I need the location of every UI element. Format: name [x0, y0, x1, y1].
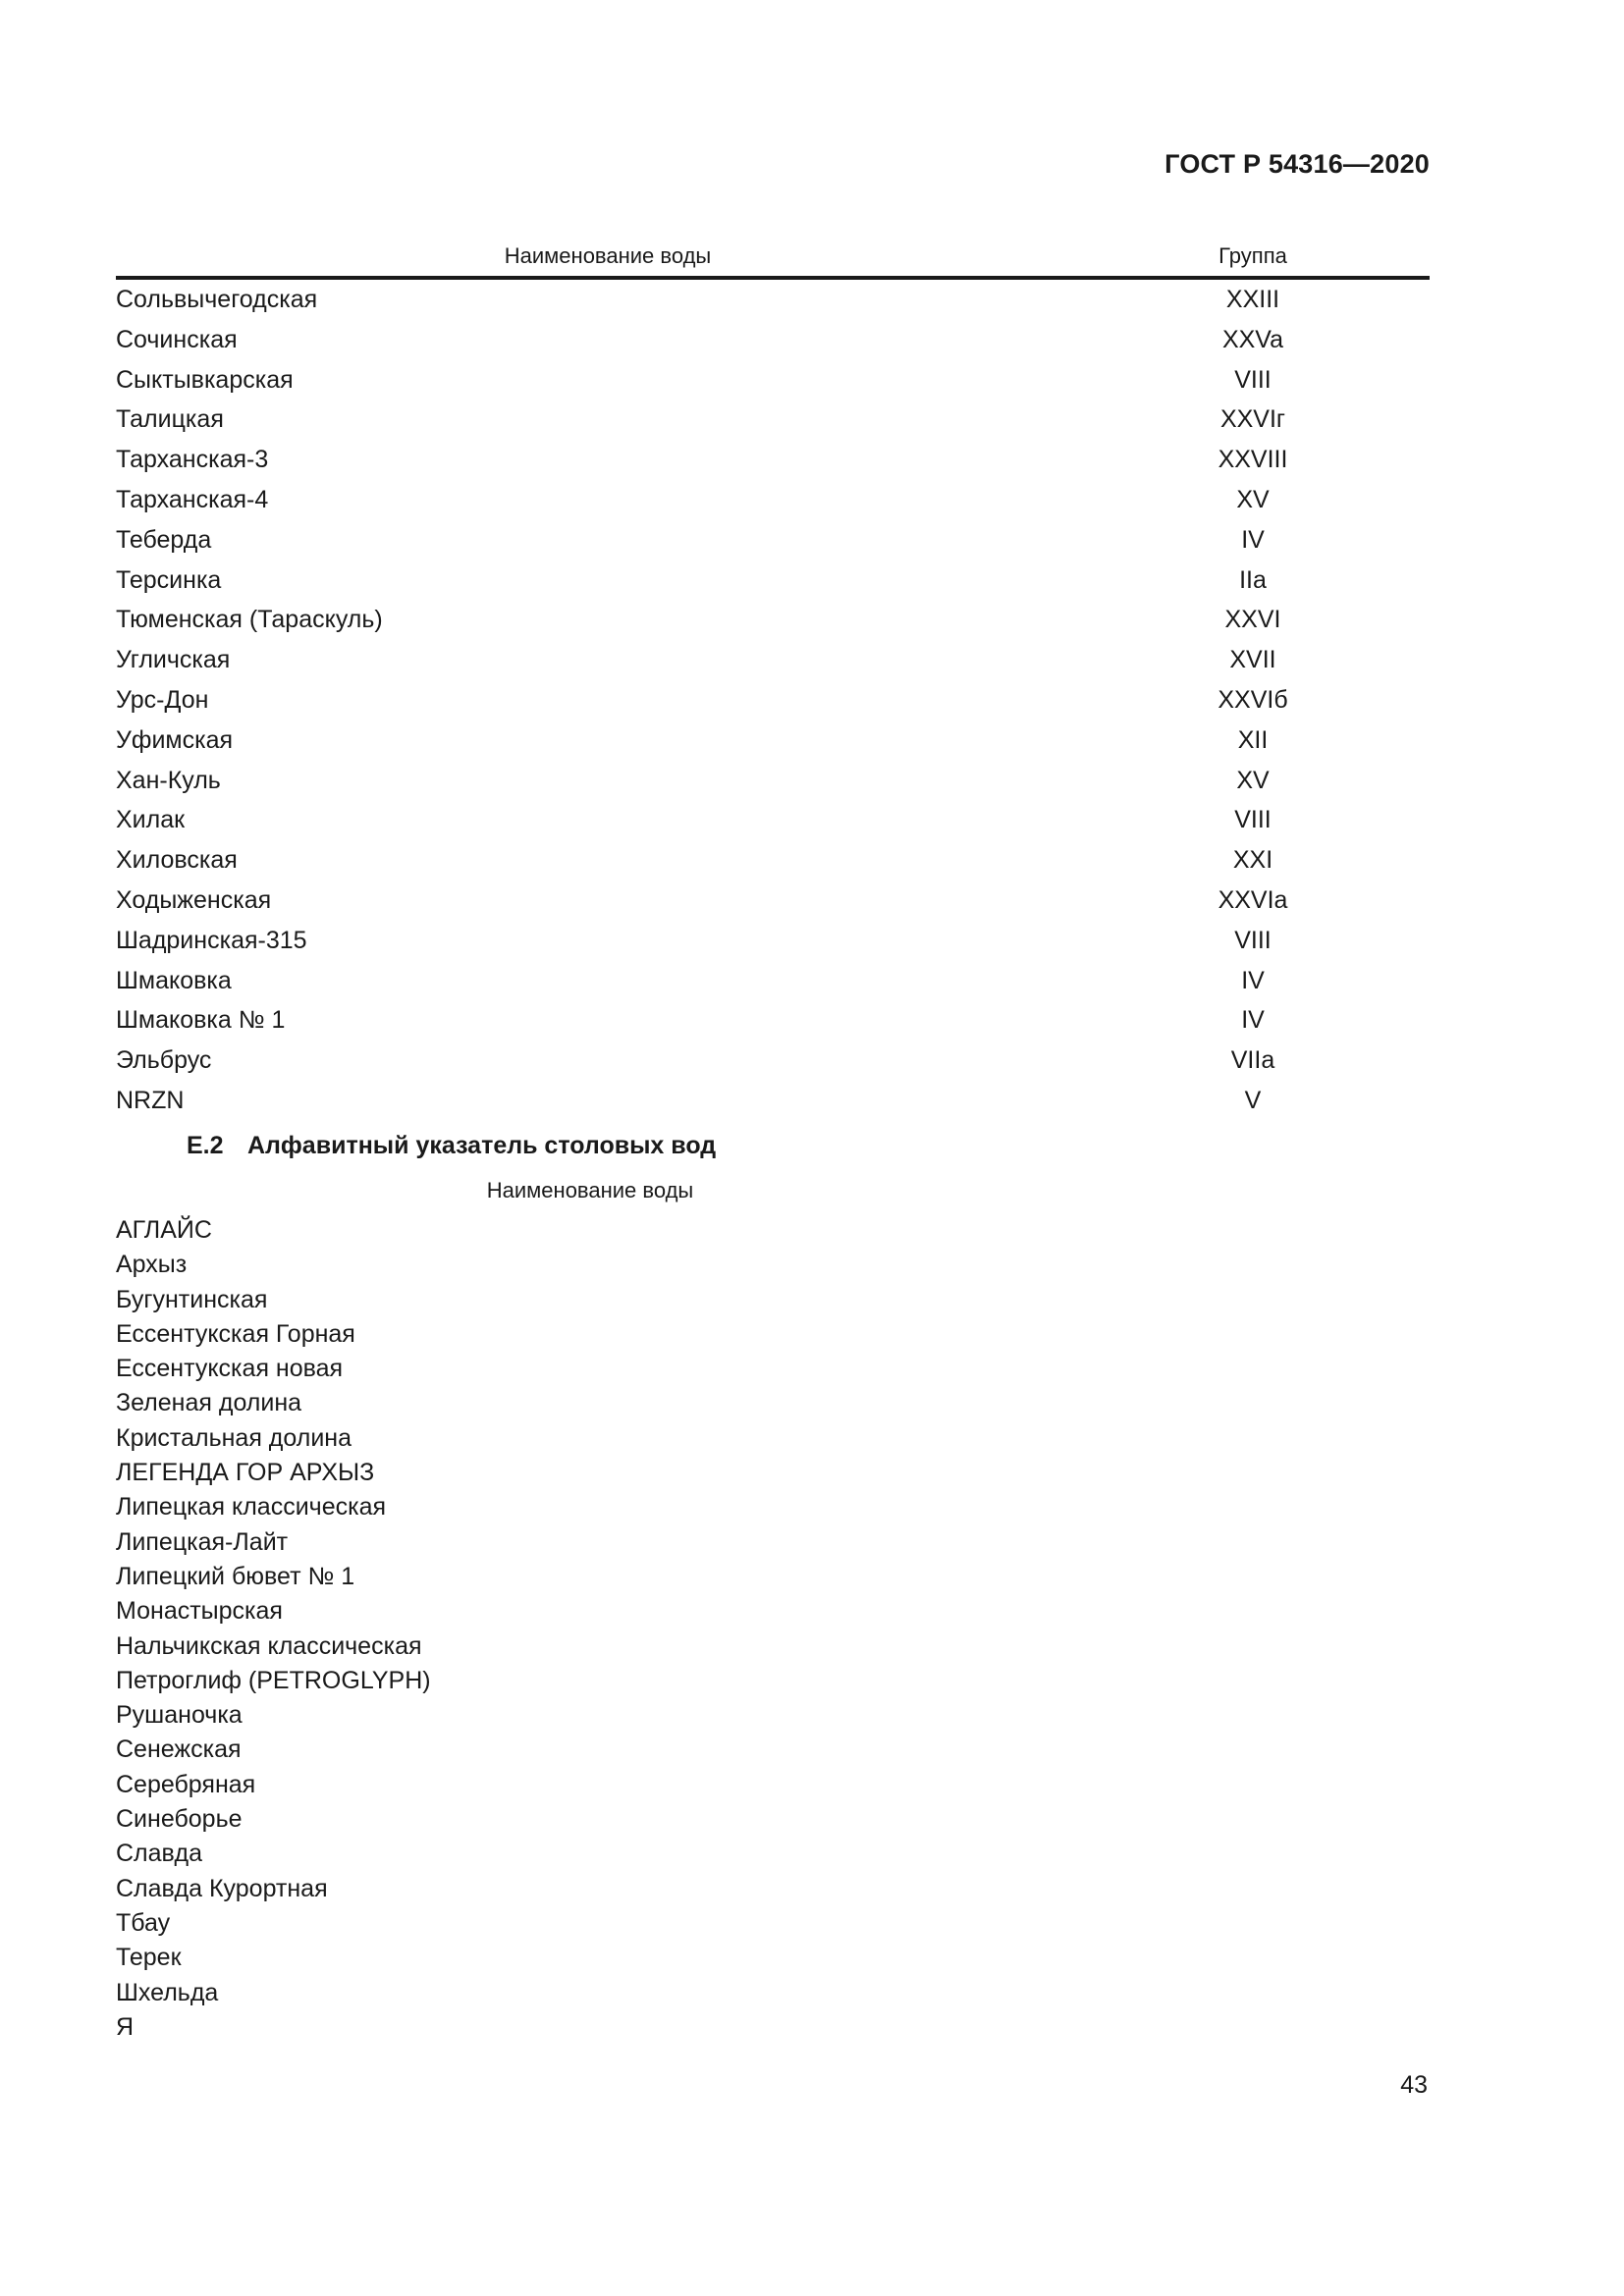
- table-row: [116, 800, 1430, 840]
- table-row: [116, 561, 1430, 601]
- mineral-water-table: [116, 240, 1430, 1121]
- column-header-group: Группа: [1218, 243, 1287, 268]
- table-row: [116, 320, 1430, 360]
- list-item: Славда: [116, 1840, 203, 1868]
- table-row: [116, 1000, 1430, 1041]
- group-cell: XXIII: [1225, 286, 1280, 313]
- list-item: Я: [116, 2012, 135, 2041]
- section-number: Е.2: [187, 1132, 224, 1159]
- water-name-cell: Хилак: [116, 806, 186, 834]
- group-cell: VIIa: [1230, 1046, 1275, 1075]
- list-item: Липецкая-Лайт: [116, 1527, 289, 1556]
- water-name-cell: Шадринская-315: [116, 926, 307, 954]
- table-row: [116, 520, 1430, 561]
- group-cell: VIII: [1234, 926, 1272, 954]
- list-item: Ессентукская новая: [116, 1355, 344, 1383]
- document-code: ГОСТ Р 54316—2020: [1164, 149, 1430, 179]
- section-title: [187, 1132, 716, 1160]
- list-item: АГЛАЙС: [116, 1216, 212, 1244]
- water-name-cell: Хан-Куль: [116, 766, 221, 794]
- table-row: [116, 640, 1430, 680]
- list-item: Терек: [116, 1944, 182, 1972]
- water-name-cell: Терсинка: [116, 565, 222, 594]
- group-cell: XXVIa: [1218, 885, 1288, 914]
- table-row: [116, 400, 1430, 440]
- table-row: [116, 881, 1430, 921]
- table-water-list: [116, 1213, 431, 2045]
- table-header: [116, 240, 1430, 280]
- water-name-cell: Угличская: [116, 646, 231, 674]
- table-row: [116, 600, 1430, 640]
- water-name-cell: Хиловская: [116, 846, 238, 875]
- table-row: [116, 1081, 1430, 1121]
- water-name-cell: NRZN: [116, 1086, 185, 1114]
- table-row: [116, 680, 1430, 721]
- water-name-cell: Уфимская: [116, 725, 234, 754]
- section-title-text: Алфавитный указатель столовых вод: [247, 1132, 717, 1159]
- group-cell: XXVI: [1224, 606, 1281, 634]
- group-cell: VIII: [1234, 806, 1272, 834]
- list-item: Серебряная: [116, 1770, 256, 1798]
- group-cell: VIII: [1234, 365, 1272, 394]
- list-item: Кристальная долина: [116, 1423, 352, 1452]
- list-item: Петроглиф (PETROGLYPH): [116, 1666, 431, 1694]
- list-item: ЛЕГЕНДА ГОР АРХЫЗ: [116, 1459, 375, 1487]
- group-cell: XV: [1236, 766, 1270, 794]
- group-cell: IV: [1241, 525, 1265, 554]
- page-number: 43: [1400, 2071, 1428, 2099]
- list-item: Сенежская: [116, 1735, 242, 1764]
- group-cell: IV: [1241, 1006, 1265, 1035]
- group-cell: XVII: [1229, 646, 1276, 674]
- water-name-cell: Ходыженская: [116, 885, 272, 914]
- water-name-cell: Сочинская: [116, 325, 238, 353]
- list-item: Ессентукская Горная: [116, 1319, 355, 1348]
- table-row: [116, 761, 1430, 801]
- table-row: [116, 480, 1430, 520]
- list-item: Зеленая долина: [116, 1389, 302, 1417]
- list-item: Архыз: [116, 1251, 188, 1279]
- water-name-cell: Тарханская-3: [116, 446, 269, 474]
- table-row: [116, 921, 1430, 961]
- list-item: Нальчикская классическая: [116, 1631, 422, 1660]
- list-item: Шхельда: [116, 1978, 219, 2006]
- group-cell: XXVIII: [1218, 446, 1288, 474]
- water-name-cell: Тюменская (Тараскуль): [116, 606, 383, 634]
- group-cell: XV: [1236, 485, 1270, 513]
- list-item: Рушаночка: [116, 1701, 243, 1730]
- column-header-name: Наименование воды: [504, 243, 712, 268]
- group-cell: XXVIб: [1218, 685, 1288, 714]
- list-item: Липецкая классическая: [116, 1493, 387, 1522]
- table-water-name-header: Наименование воды: [486, 1178, 694, 1202]
- water-name-cell: Шмаковка № 1: [116, 1006, 286, 1035]
- table-row: [116, 721, 1430, 761]
- water-name-cell: Теберда: [116, 525, 212, 554]
- group-cell: XXVIг: [1219, 405, 1286, 434]
- list-item: Монастырская: [116, 1597, 283, 1626]
- table-row: [116, 360, 1430, 400]
- water-name-cell: Сыктывкарская: [116, 365, 294, 394]
- group-cell: IIa: [1239, 565, 1267, 594]
- table-row: [116, 1041, 1430, 1081]
- table-row: [116, 840, 1430, 881]
- table-row: [116, 440, 1430, 480]
- group-cell: XII: [1237, 725, 1269, 754]
- water-name-cell: Шмаковка: [116, 966, 232, 994]
- list-item: Тбау: [116, 1908, 171, 1937]
- water-name-cell: Талицкая: [116, 405, 224, 434]
- list-item: Липецкий бювет № 1: [116, 1562, 355, 1590]
- water-name-cell: Эльбрус: [116, 1046, 212, 1075]
- group-cell: IV: [1241, 966, 1265, 994]
- water-name-cell: Тарханская-4: [116, 485, 269, 513]
- group-cell: V: [1244, 1086, 1262, 1114]
- water-name-cell: Урс-Дон: [116, 685, 209, 714]
- list-item: Бугунтинская: [116, 1285, 268, 1313]
- list-item: Синеборье: [116, 1805, 243, 1834]
- group-cell: XXVa: [1221, 325, 1284, 353]
- water-name-cell: Сольвычегодская: [116, 286, 318, 313]
- table-row: [116, 961, 1430, 1001]
- table-body: [116, 280, 1430, 1121]
- list-item: Славда Курортная: [116, 1874, 328, 1902]
- table-row: [116, 280, 1430, 320]
- group-cell: XXI: [1232, 846, 1273, 875]
